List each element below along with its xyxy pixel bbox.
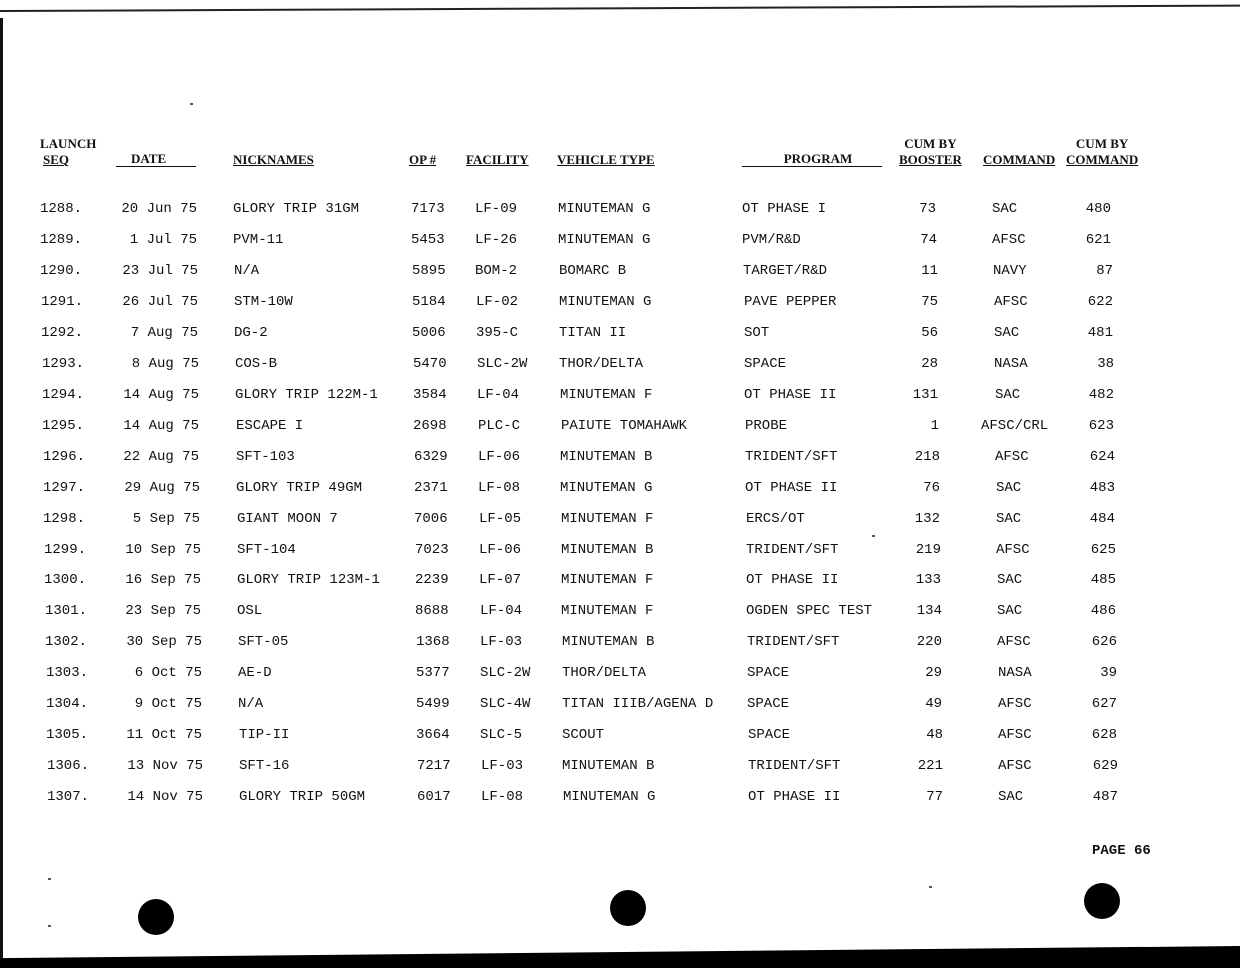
cell-date: 14 Aug 75 (123, 418, 199, 434)
cell-seq: 1299. (44, 542, 87, 558)
cell-command: AFSC/CRL (981, 418, 1049, 434)
cell-facility: LF-05 (479, 511, 522, 527)
cell-cum-command: 624 (1089, 449, 1115, 465)
header-date-label: DATE (131, 151, 167, 166)
cell-vehicle: THOR/DELTA (562, 665, 647, 681)
cell-date: 16 Sep 75 (125, 572, 201, 588)
cell-nickname: ESCAPE I (236, 418, 304, 434)
cell-program: SPACE (747, 665, 790, 681)
cell-command: SAC (997, 572, 1023, 588)
cell-nickname: DG-2 (234, 325, 268, 341)
cell-facility: LF-09 (475, 201, 518, 217)
table-row (0, 509, 1240, 529)
table-row (0, 787, 1240, 807)
page-number: PAGE 66 (1092, 843, 1151, 859)
cell-vehicle: MINUTEMAN G (558, 232, 651, 248)
cell-seq: 1296. (43, 449, 86, 465)
cell-op: 5895 (412, 263, 446, 279)
cell-cum-booster: 29 (925, 665, 942, 681)
cell-seq: 1307. (47, 789, 90, 805)
cell-seq: 1288. (40, 201, 83, 217)
scan-speck (48, 878, 51, 880)
cell-date: 29 Aug 75 (124, 480, 200, 496)
cell-facility: SLC-5 (480, 727, 523, 743)
scan-speck (190, 103, 193, 105)
cell-cum-booster: 131 (912, 387, 938, 403)
cell-cum-booster: 49 (925, 696, 942, 712)
cell-seq: 1290. (40, 263, 83, 279)
cell-facility: SLC-2W (477, 356, 528, 372)
cell-facility: LF-07 (479, 572, 522, 588)
cell-cum-command: 629 (1092, 758, 1118, 774)
cell-nickname: COS-B (235, 356, 278, 372)
cell-nickname: TIP-II (239, 727, 290, 743)
cell-op: 6017 (417, 789, 451, 805)
header-op-label: OP # (409, 152, 437, 167)
scan-speck (48, 925, 51, 927)
cell-date: 30 Sep 75 (126, 634, 202, 650)
cell-op: 5499 (416, 696, 450, 712)
cell-facility: SLC-2W (480, 665, 531, 681)
cell-seq: 1303. (46, 665, 89, 681)
table-row (0, 447, 1240, 467)
cell-seq: 1306. (47, 758, 90, 774)
cell-cum-booster: 132 (914, 511, 940, 527)
cell-nickname: GLORY TRIP 123M-1 (237, 572, 380, 588)
header-command (983, 152, 1055, 168)
cell-vehicle: PAIUTE TOMAHAWK (561, 418, 688, 434)
cell-program: PROBE (745, 418, 788, 434)
cell-vehicle: MINUTEMAN F (561, 511, 654, 527)
cell-op: 5470 (413, 356, 447, 372)
header-cum-by-command-line2: COMMAND (1066, 152, 1139, 167)
header-facility (466, 152, 529, 168)
cell-seq: 1305. (46, 727, 89, 743)
table-row (0, 323, 1240, 343)
cell-vehicle: MINUTEMAN F (561, 603, 654, 619)
cell-seq: 1291. (41, 294, 84, 310)
cell-date: 1 Jul 75 (129, 232, 197, 248)
cell-op: 7217 (417, 758, 451, 774)
cell-facility: LF-08 (478, 480, 521, 496)
cell-nickname: PVM-11 (233, 232, 284, 248)
cell-program: PVM/R&D (742, 232, 801, 248)
cell-facility: LF-03 (481, 758, 524, 774)
cell-seq: 1295. (42, 418, 85, 434)
cell-vehicle: MINUTEMAN G (563, 789, 656, 805)
table-row (0, 416, 1240, 436)
cell-cum-booster: 28 (921, 356, 938, 372)
cell-op: 7006 (414, 511, 448, 527)
cell-vehicle: THOR/DELTA (559, 356, 644, 372)
cell-command: SAC (996, 511, 1022, 527)
cell-program: OT PHASE II (744, 387, 837, 403)
cell-cum-command: 480 (1085, 201, 1111, 217)
cell-nickname: AE-D (238, 665, 272, 681)
cell-date: 8 Aug 75 (131, 356, 199, 372)
cell-date: 11 Oct 75 (126, 727, 202, 743)
cell-nickname: SFT-16 (239, 758, 290, 774)
cell-cum-command: 622 (1087, 294, 1113, 310)
cell-program: SOT (744, 325, 770, 341)
cell-cum-command: 486 (1090, 603, 1116, 619)
cell-facility: LF-02 (476, 294, 519, 310)
cell-vehicle: MINUTEMAN F (560, 387, 653, 403)
cell-nickname: N/A (234, 263, 260, 279)
cell-cum-booster: 133 (915, 572, 941, 588)
cell-cum-command: 482 (1088, 387, 1114, 403)
table-row (0, 601, 1240, 621)
cell-seq: 1292. (41, 325, 84, 341)
cell-cum-command: 483 (1089, 480, 1115, 496)
table-row (0, 354, 1240, 374)
cell-date: 9 Oct 75 (134, 696, 202, 712)
cell-vehicle: MINUTEMAN B (562, 758, 655, 774)
cell-command: AFSC (998, 696, 1032, 712)
cell-cum-command: 485 (1090, 572, 1116, 588)
cell-program: SPACE (748, 727, 791, 743)
cell-cum-command: 628 (1091, 727, 1117, 743)
cell-facility: LF-04 (477, 387, 520, 403)
cell-seq: 1294. (42, 387, 85, 403)
cell-seq: 1298. (43, 511, 86, 527)
cell-cum-booster: 77 (926, 789, 943, 805)
cell-program: TRIDENT/SFT (748, 758, 841, 774)
cell-command: AFSC (998, 758, 1032, 774)
cell-vehicle: MINUTEMAN B (562, 634, 655, 650)
cell-date: 23 Sep 75 (125, 603, 201, 619)
cell-cum-booster: 218 (914, 449, 940, 465)
cell-op: 2698 (413, 418, 447, 434)
cell-vehicle: MINUTEMAN B (560, 449, 653, 465)
cell-cum-command: 626 (1091, 634, 1117, 650)
cell-nickname: SFT-05 (238, 634, 289, 650)
cell-nickname: SFT-103 (236, 449, 295, 465)
cell-cum-command: 625 (1090, 542, 1116, 558)
page-top-edge (0, 5, 1240, 12)
cell-op: 3584 (413, 387, 447, 403)
cell-cum-command: 623 (1088, 418, 1114, 434)
cell-program: TRIDENT/SFT (746, 542, 839, 558)
table-row (0, 663, 1240, 683)
cell-vehicle: MINUTEMAN G (560, 480, 653, 496)
header-cum-by-booster (899, 136, 962, 168)
cell-command: AFSC (995, 449, 1029, 465)
cell-cum-booster: 76 (923, 480, 940, 496)
cell-program: OGDEN SPEC TEST (746, 603, 873, 619)
cell-op: 7023 (415, 542, 449, 558)
cell-date: 26 Jul 75 (122, 294, 198, 310)
header-launch-seq-line1: LAUNCH (40, 136, 97, 151)
cell-command: NAVY (993, 263, 1027, 279)
cell-cum-command: 627 (1091, 696, 1117, 712)
cell-date: 13 Nov 75 (127, 758, 203, 774)
cell-facility: 395-C (476, 325, 519, 341)
cell-cum-booster: 56 (921, 325, 938, 341)
header-cum-by-booster-line2: BOOSTER (899, 152, 962, 167)
cell-op: 5184 (412, 294, 446, 310)
table-row (0, 199, 1240, 219)
cell-cum-command: 87 (1096, 263, 1113, 279)
cell-op: 2371 (414, 480, 448, 496)
cell-command: SAC (995, 387, 1021, 403)
cell-command: SAC (996, 480, 1022, 496)
cell-vehicle: MINUTEMAN G (558, 201, 651, 217)
table-row (0, 632, 1240, 652)
cell-nickname: N/A (238, 696, 264, 712)
table-row (0, 725, 1240, 745)
cell-op: 3664 (416, 727, 450, 743)
cell-program: TRIDENT/SFT (745, 449, 838, 465)
cell-cum-booster: 75 (921, 294, 938, 310)
cell-op: 2239 (415, 572, 449, 588)
cell-cum-command: 39 (1100, 665, 1117, 681)
cell-vehicle: MINUTEMAN B (561, 542, 654, 558)
table-row (0, 261, 1240, 281)
cell-command: SAC (997, 603, 1023, 619)
cell-facility: PLC-C (478, 418, 521, 434)
cell-command: AFSC (992, 232, 1026, 248)
header-program (742, 152, 882, 167)
cell-command: SAC (992, 201, 1018, 217)
cell-cum-command: 621 (1085, 232, 1111, 248)
cell-facility: LF-04 (480, 603, 523, 619)
cell-date: 14 Aug 75 (123, 387, 199, 403)
page-bottom-edge (0, 946, 1240, 968)
cell-op: 5006 (412, 325, 446, 341)
cell-cum-booster: 219 (915, 542, 941, 558)
cell-program: TARGET/R&D (743, 263, 828, 279)
cell-program: OT PHASE II (745, 480, 838, 496)
cell-seq: 1293. (42, 356, 85, 372)
header-nicknames-label: NICKNAMES (233, 152, 314, 167)
cell-date: 10 Sep 75 (125, 542, 201, 558)
header-vehicle-type (557, 152, 655, 168)
cell-nickname: GLORY TRIP 49GM (236, 480, 363, 496)
cell-cum-booster: 74 (920, 232, 937, 248)
cell-date: 5 Sep 75 (132, 511, 200, 527)
cell-command: AFSC (997, 634, 1031, 650)
cell-date: 20 Jun 75 (121, 201, 197, 217)
cell-cum-booster: 134 (916, 603, 942, 619)
cell-program: OT PHASE I (742, 201, 827, 217)
scan-speck (929, 886, 932, 888)
header-date (116, 152, 196, 167)
cell-command: NASA (998, 665, 1032, 681)
cell-facility: SLC-4W (480, 696, 531, 712)
cell-nickname: SFT-104 (237, 542, 296, 558)
punch-hole-center (610, 890, 646, 926)
cell-nickname: GIANT MOON 7 (237, 511, 338, 527)
cell-cum-booster: 221 (917, 758, 943, 774)
cell-vehicle: BOMARC B (559, 263, 627, 279)
cell-facility: LF-06 (478, 449, 521, 465)
header-op (409, 152, 436, 168)
cell-facility: LF-03 (480, 634, 523, 650)
cell-facility: LF-26 (475, 232, 518, 248)
cell-facility: BOM-2 (475, 263, 518, 279)
cell-cum-command: 481 (1087, 325, 1113, 341)
cell-date: 7 Aug 75 (130, 325, 198, 341)
cell-op: 6329 (414, 449, 448, 465)
cell-seq: 1289. (40, 232, 83, 248)
header-cum-by-command-line1: CUM BY (1075, 136, 1129, 151)
cell-op: 1368 (416, 634, 450, 650)
cell-nickname: GLORY TRIP 122M-1 (235, 387, 378, 403)
cell-seq: 1304. (46, 696, 89, 712)
cell-program: ERCS/OT (746, 511, 805, 527)
cell-cum-booster: 11 (921, 263, 938, 279)
punch-hole-right (1084, 883, 1120, 919)
cell-facility: LF-06 (479, 542, 522, 558)
cell-cum-command: 38 (1097, 356, 1114, 372)
cell-vehicle: TITAN IIIB/AGENA D (562, 696, 714, 712)
cell-cum-booster: 48 (926, 727, 943, 743)
cell-cum-booster: 73 (919, 201, 936, 217)
cell-vehicle: MINUTEMAN G (559, 294, 652, 310)
cell-cum-command: 484 (1089, 511, 1115, 527)
cell-nickname: STM-10W (234, 294, 293, 310)
cell-nickname: GLORY TRIP 31GM (233, 201, 360, 217)
table-row (0, 694, 1240, 714)
table-row (0, 478, 1240, 498)
cell-seq: 1301. (45, 603, 88, 619)
cell-program: OT PHASE II (746, 572, 839, 588)
header-program-label: PROGRAM (783, 151, 853, 166)
cell-op: 5453 (411, 232, 445, 248)
cell-seq: 1300. (44, 572, 87, 588)
cell-cum-booster: 220 (916, 634, 942, 650)
cell-program: TRIDENT/SFT (747, 634, 840, 650)
cell-vehicle: TITAN II (559, 325, 627, 341)
header-vehicle-type-label: VEHICLE TYPE (557, 152, 655, 167)
header-cum-by-command (1066, 136, 1138, 168)
table-row (0, 385, 1240, 405)
cell-cum-command: 487 (1092, 789, 1118, 805)
header-cum-by-booster-line1: CUM BY (904, 136, 957, 151)
cell-seq: 1302. (45, 634, 88, 650)
cell-facility: LF-08 (481, 789, 524, 805)
cell-date: 6 Oct 75 (134, 665, 202, 681)
cell-vehicle: SCOUT (562, 727, 605, 743)
cell-seq: 1297. (43, 480, 86, 496)
header-launch-seq-line2: SEQ (43, 152, 70, 167)
cell-program: PAVE PEPPER (744, 294, 837, 310)
cell-command: SAC (994, 325, 1020, 341)
cell-date: 22 Aug 75 (123, 449, 199, 465)
cell-program: SPACE (747, 696, 790, 712)
cell-program: OT PHASE II (748, 789, 841, 805)
cell-cum-booster: 1 (930, 418, 939, 434)
cell-command: AFSC (994, 294, 1028, 310)
cell-command: NASA (994, 356, 1028, 372)
punch-hole-left (138, 899, 174, 935)
scan-speck (872, 535, 875, 537)
table-row (0, 756, 1240, 776)
cell-op: 7173 (411, 201, 445, 217)
table-row (0, 570, 1240, 590)
table-row (0, 540, 1240, 560)
table-row (0, 292, 1240, 312)
cell-vehicle: MINUTEMAN F (561, 572, 654, 588)
table-row (0, 230, 1240, 250)
cell-program: SPACE (744, 356, 787, 372)
header-command-label: COMMAND (983, 152, 1056, 167)
cell-date: 14 Nov 75 (127, 789, 203, 805)
cell-op: 5377 (416, 665, 450, 681)
header-nicknames (233, 152, 314, 168)
cell-command: AFSC (996, 542, 1030, 558)
cell-nickname: GLORY TRIP 50GM (239, 789, 366, 805)
cell-command: AFSC (998, 727, 1032, 743)
cell-nickname: OSL (237, 603, 263, 619)
cell-op: 8688 (415, 603, 449, 619)
header-facility-label: FACILITY (466, 152, 529, 167)
header-launch-seq (40, 136, 96, 168)
cell-command: SAC (998, 789, 1024, 805)
cell-date: 23 Jul 75 (122, 263, 198, 279)
